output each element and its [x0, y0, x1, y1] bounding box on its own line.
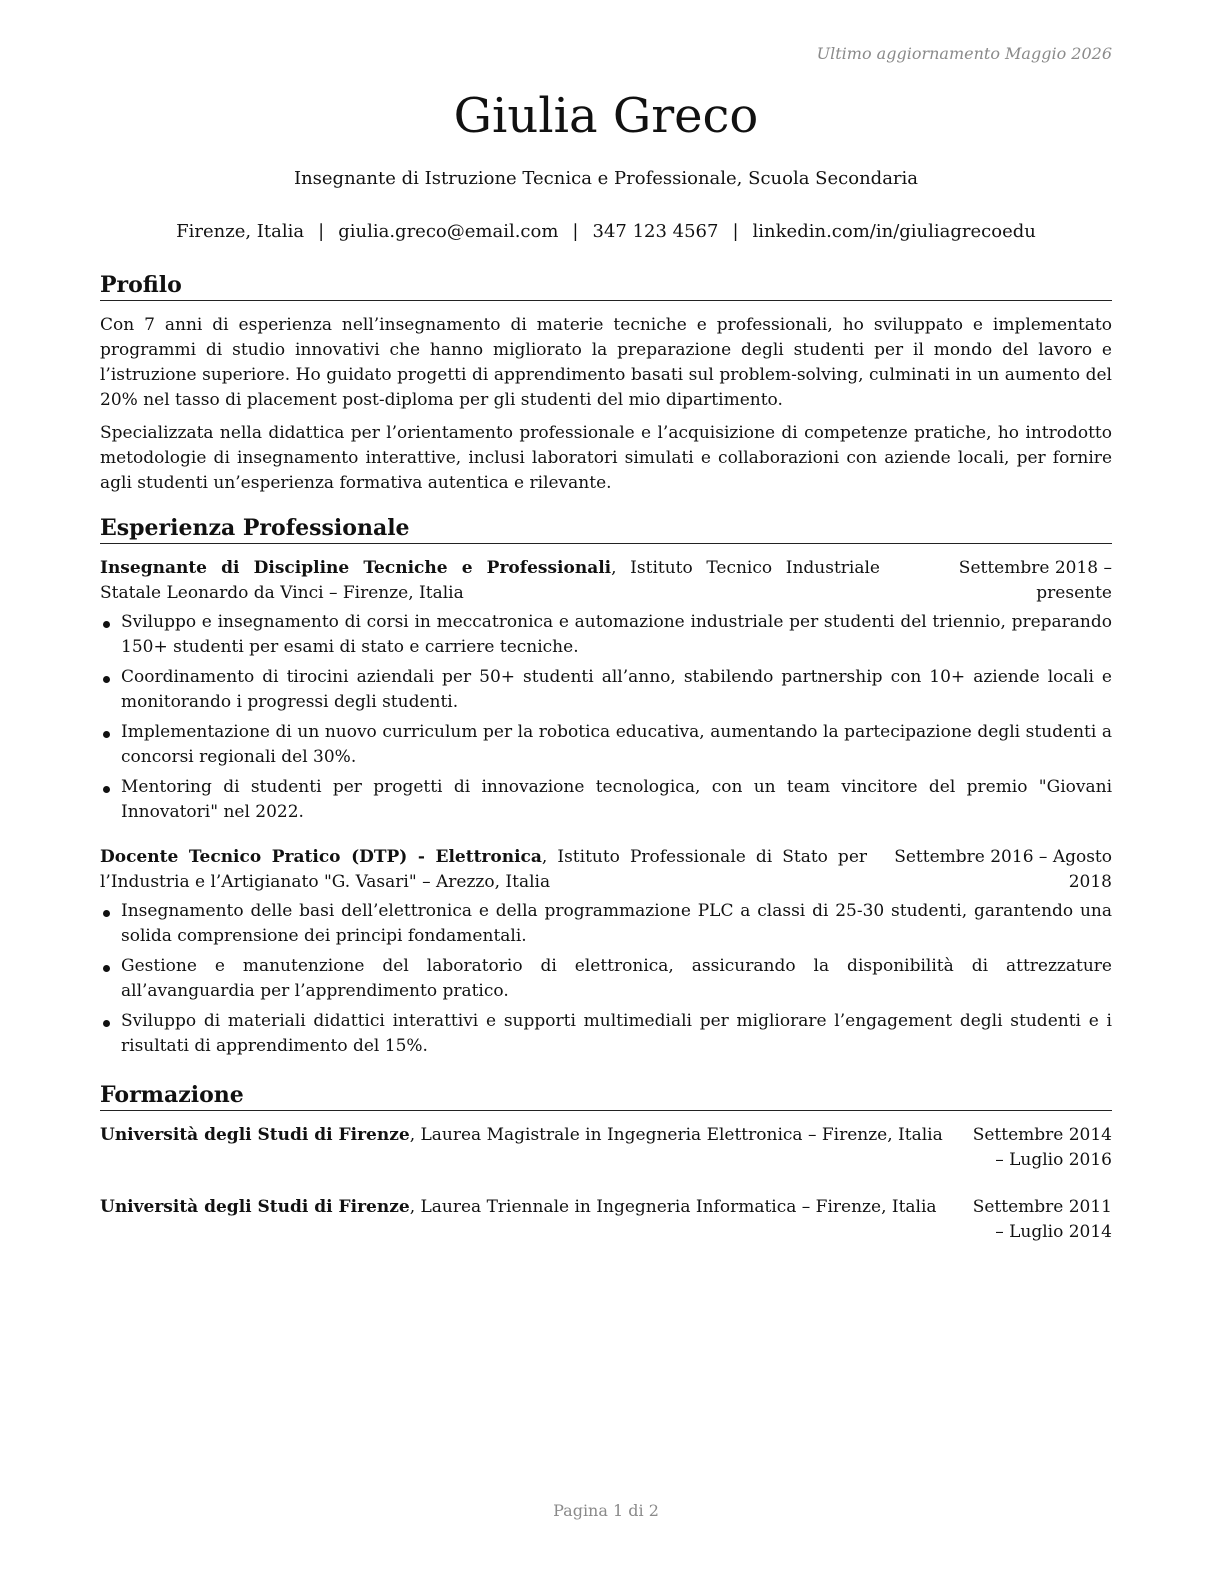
- job-bullets: [100, 899, 1112, 1059]
- bullet-dot-icon: [103, 1020, 110, 1027]
- page-number: Pagina 1 di 2: [553, 1501, 659, 1520]
- profile-paragraph: Specializzata nella didattica per l’orientamento professionale e l’acquisizione di competenze pratiche, ho introdotto metodologie di insegnamento interattive, inclusi laboratori simulati e collaborazioni con aziende locali, per fornire agli studenti un’esperienza formativa autentica e rilevante.: [100, 423, 1112, 493]
- education-school: Università degli Studi di Firenze: [100, 1197, 410, 1217]
- job-bullet-text: Insegnamento delle basi dell’elettronica e della programmazione PLC a classi di 25-30 studenti, garantendo una solida comprensione dei principi fondamentali.: [121, 901, 1112, 946]
- education-section: [100, 1081, 1112, 1267]
- section-title-profile: Profilo: [100, 271, 1112, 301]
- job-bullets: [100, 610, 1112, 825]
- contact-location: Firenze, Italia: [176, 221, 305, 242]
- contact-separator: |: [318, 221, 325, 242]
- education-degree: , Laurea Triennale in Ingegneria Informatica – Firenze, Italia: [409, 1197, 937, 1217]
- bullet-dot-icon: [103, 676, 110, 683]
- education-degree: , Laurea Magistrale in Ingegneria Elettronica – Firenze, Italia: [409, 1125, 943, 1145]
- job-entry: [100, 845, 1112, 1059]
- bullet-dot-icon: [103, 621, 110, 628]
- job-header: [100, 556, 1112, 606]
- job-bullet: [100, 610, 1112, 660]
- education-dates: Settembre 2011 – Luglio 2014: [972, 1197, 1112, 1242]
- job-bullet-text: Gestione e manutenzione del laboratorio di elettronica, assicurando la disponibilità di attrezzature all’avanguardia per l’apprendimento pratico.: [121, 956, 1112, 1001]
- job-bullet-text: Coordinamento di tirocini aziendali per 50+ studenti all’anno, stabilendo partnership con 10+ aziende locali e monitorando i progressi degli studenti.: [121, 667, 1112, 712]
- last-updated-note: Ultimo aggiornamento Maggio 2026: [816, 44, 1112, 63]
- education-entry: [100, 1195, 1112, 1245]
- education-school: Università degli Studi di Firenze: [100, 1125, 410, 1145]
- education-dates: Settembre 2014 – Luglio 2016: [972, 1125, 1112, 1170]
- job-organization: , Istituto Professionale di Stato per l’Industria e l’Artigianato "G. Vasari" – Arezzo, Italia: [100, 847, 868, 892]
- education-line: [100, 1123, 967, 1148]
- job-organization: , Istituto Tecnico Industriale Statale Leonardo da Vinci – Firenze, Italia: [100, 558, 880, 603]
- candidate-headline: Insegnante di Istruzione Tecnica e Professionale, Scuola Secondaria: [293, 168, 919, 189]
- section-title-education: Formazione: [100, 1081, 1112, 1111]
- job-role: Insegnante di Discipline Tecniche e Professionali: [100, 558, 612, 578]
- job-bullet: [100, 665, 1112, 715]
- job-title-line: [100, 845, 867, 895]
- section-title-experience: Esperienza Professionale: [100, 514, 1112, 544]
- experience-section: [100, 514, 1112, 1079]
- job-bullet-text: Mentoring di studenti per progetti di innovazione tecnologica, con un team vincitore del premio "Giovani Innovatori" nel 2022.: [121, 777, 1112, 822]
- profile-section: [100, 271, 1112, 504]
- candidate-name: Giulia Greco: [453, 88, 759, 144]
- contact-linkedin: linkedin.com/in/giuliagrecoedu: [752, 221, 1036, 242]
- job-bullet-text: Sviluppo e insegnamento di corsi in meccatronica e automazione industriale per studenti del triennio, preparando 150+ studenti per esami di stato e carriere tecniche.: [121, 612, 1112, 657]
- job-dates: Settembre 2018 – presente: [958, 558, 1112, 603]
- job-bullet: [100, 1009, 1112, 1059]
- job-bullet: [100, 899, 1112, 949]
- bullet-dot-icon: [103, 910, 110, 917]
- contact-email: giulia.greco@email.com: [338, 221, 559, 242]
- job-bullet: [100, 775, 1112, 825]
- job-role: Docente Tecnico Pratico (DTP) - Elettronica: [100, 847, 542, 867]
- job-bullet: [100, 720, 1112, 770]
- bullet-dot-icon: [103, 786, 110, 793]
- contact-separator: |: [572, 221, 579, 242]
- job-title-line: [100, 556, 880, 606]
- contact-separator: |: [732, 221, 739, 242]
- job-entry: [100, 556, 1112, 825]
- job-bullet-text: Implementazione di un nuovo curriculum per la robotica educativa, aumentando la partecipazione degli studenti a concorsi regionali del 30%.: [121, 722, 1112, 767]
- education-line: [100, 1195, 967, 1220]
- contact-line: [100, 219, 1112, 245]
- job-bullet-text: Sviluppo di materiali didattici interattivi e supporti multimediali per migliorare l’engagement degli studenti e i risultati di apprendimento del 15%.: [121, 1011, 1112, 1056]
- job-header: [100, 845, 1112, 895]
- education-entry: [100, 1123, 1112, 1173]
- job-dates: Settembre 2016 – Agosto 2018: [894, 847, 1112, 892]
- bullet-dot-icon: [103, 965, 110, 972]
- profile-paragraph: Con 7 anni di esperienza nell’insegnamento di materie tecniche e professionali, ho sviluppato e implementato programmi di studio innovativi che hanno migliorato la preparazione degli studenti per il mondo del lavoro e l’istruzione superiore. Ho guidato progetti di apprendimento basati sul problem-solving, culminati in un aumento del 20% nel tasso di placement post-diploma per gli studenti del mio dipartimento.: [100, 315, 1112, 410]
- job-bullet: [100, 954, 1112, 1004]
- contact-phone: 347 123 4567: [592, 221, 719, 242]
- resume-page: [100, 0, 1112, 1584]
- bullet-dot-icon: [103, 731, 110, 738]
